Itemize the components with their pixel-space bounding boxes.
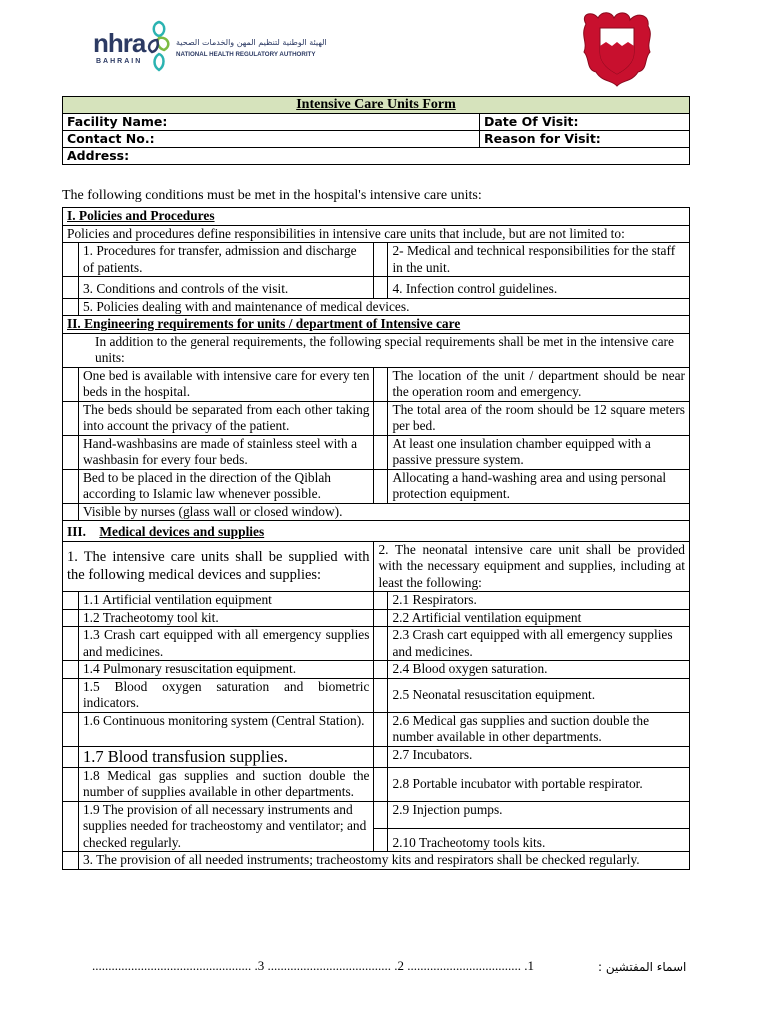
facility-name-field: Facility Name: — [63, 114, 480, 131]
engineering-req-a1: One bed is available with intensive care for every ten beds in the hospital. — [78, 367, 374, 401]
address-field: Address: — [63, 148, 690, 165]
engineering-req-a5: Visible by nurses (glass wall or closed window). — [78, 503, 689, 521]
device-1-9: 1.9 The provision of all necessary instruments and supplies needed for tracheostomy and ventilator; and checked regularly. — [78, 801, 374, 852]
device-1-5: 1.5 Blood oxygen saturation and biometric indicators. — [78, 678, 374, 712]
reason-for-visit-field: Reason for Visit: — [480, 131, 690, 148]
section-2-title: II. Engineering requirements for units / department of Intensive care — [63, 316, 690, 334]
engineering-req-a4: Bed to be placed in the direction of the Qiblah according to Islamic law whenever possible. — [78, 469, 374, 503]
intro-text: The following conditions must be met in the hospital's intensive care units: — [62, 188, 482, 203]
section-3-final: 3. The provision of all needed instruments; tracheostomy kits and respirators shall be checked regularly. — [78, 852, 689, 870]
device-1-8: 1.8 Medical gas supplies and suction double the number of supplies available in other departments. — [78, 767, 374, 801]
device-1-1: 1.1 Artificial ventilation equipment — [78, 592, 374, 610]
inspectors-label: اسماء المفتشين : — [598, 960, 687, 974]
policy-item-3: 3. Conditions and controls of the visit. — [78, 277, 374, 299]
engineering-req-b2: The total area of the room should be 12 square meters per bed. — [388, 401, 690, 435]
device-2-10: 2.10 Tracheotomy tools kits. — [388, 828, 690, 852]
device-2-8: 2.8 Portable incubator with portable respirator. — [388, 767, 690, 801]
device-1-2: 1.2 Tracheotomy tool kit. — [78, 609, 374, 627]
flower-icon — [142, 18, 176, 74]
engineering-req-b4: Allocating a hand-washing area and using personal protection equipment. — [388, 469, 690, 503]
inspectors-signature-line: ................................................. .3 ...................................... .2 ................................... .1 — [92, 958, 534, 973]
section-3-right-head: 2. The neonatal intensive care unit shall be provided with the necessary equipment and supplies, including at least the following: — [374, 541, 690, 592]
device-1-6: 1.6 Continuous monitoring system (Central Station). — [78, 712, 374, 746]
device-1-4: 1.4 Pulmonary resuscitation equipment. — [78, 661, 374, 679]
device-2-2: 2.2 Artificial ventilation equipment — [388, 609, 690, 627]
requirements-table — [62, 207, 690, 870]
section-1-title: I. Policies and Procedures — [63, 208, 690, 226]
device-1-7: 1.7 Blood transfusion supplies. — [78, 746, 374, 767]
device-2-5: 2.5 Neonatal resuscitation equipment. — [388, 678, 690, 712]
engineering-req-a2: The beds should be separated from each other taking into account the privacy of the patient. — [78, 401, 374, 435]
policy-item-5: 5. Policies dealing with and maintenance of medical devices. — [78, 298, 689, 316]
policy-item-1: 1. Procedures for transfer, admission and discharge of patients. — [78, 243, 374, 277]
section-3-title: III. Medical devices and supplies — [63, 521, 690, 542]
engineering-req-b3: At least one insulation chamber equipped with a passive pressure system. — [388, 435, 690, 469]
policy-item-4: 4. Infection control guidelines. — [388, 277, 690, 299]
logo-wordmark: nhra — [93, 28, 146, 58]
section-3-left-head: 1. The intensive care units shall be supplied with the following medical devices and supplies: — [63, 541, 374, 592]
device-2-3: 2.3 Crash cart equipped with all emergency supplies and medicines. — [388, 627, 690, 661]
engineering-req-a3: Hand-washbasins are made of stainless steel with a washbasin for every four beds. — [78, 435, 374, 469]
section-1-desc: Policies and procedures define responsibilities in intensive care units that include, but are not limited to: — [63, 225, 690, 243]
section-2-desc: In addition to the general requirements, the following special requirements shall be met in the intensive care units: — [63, 333, 690, 367]
device-2-9: 2.9 Injection pumps. — [388, 801, 690, 828]
device-2-7: 2.7 Incubators. — [388, 746, 690, 767]
contact-no-field: Contact No.: — [63, 131, 480, 148]
logo-subtitle: BAHRAIN — [96, 58, 143, 65]
device-2-6: 2.6 Medical gas supplies and suction double the number available in other departments. — [388, 712, 690, 746]
nhra-logo — [90, 16, 327, 78]
device-1-3: 1.3 Crash cart equipped with all emergency supplies and medicines. — [78, 627, 374, 661]
logo-arabic-name: الهيئة الوطنية لتنظيم المهن والخدمات الصحية — [176, 38, 327, 47]
device-2-1: 2.1 Respirators. — [388, 592, 690, 610]
logo-english-name: NATIONAL HEALTH REGULATORY AUTHORITY — [176, 51, 316, 58]
form-header-table — [62, 96, 690, 165]
bahrain-emblem-icon — [578, 8, 656, 88]
engineering-req-b1: The location of the unit / department should be near the operation room and emergency. — [388, 367, 690, 401]
form-title: Intensive Care Units Form — [63, 97, 690, 114]
device-2-4: 2.4 Blood oxygen saturation. — [388, 661, 690, 679]
policy-item-2: 2- Medical and technical responsibilities for the staff in the unit. — [388, 243, 690, 277]
date-of-visit-field: Date Of Visit: — [480, 114, 690, 131]
